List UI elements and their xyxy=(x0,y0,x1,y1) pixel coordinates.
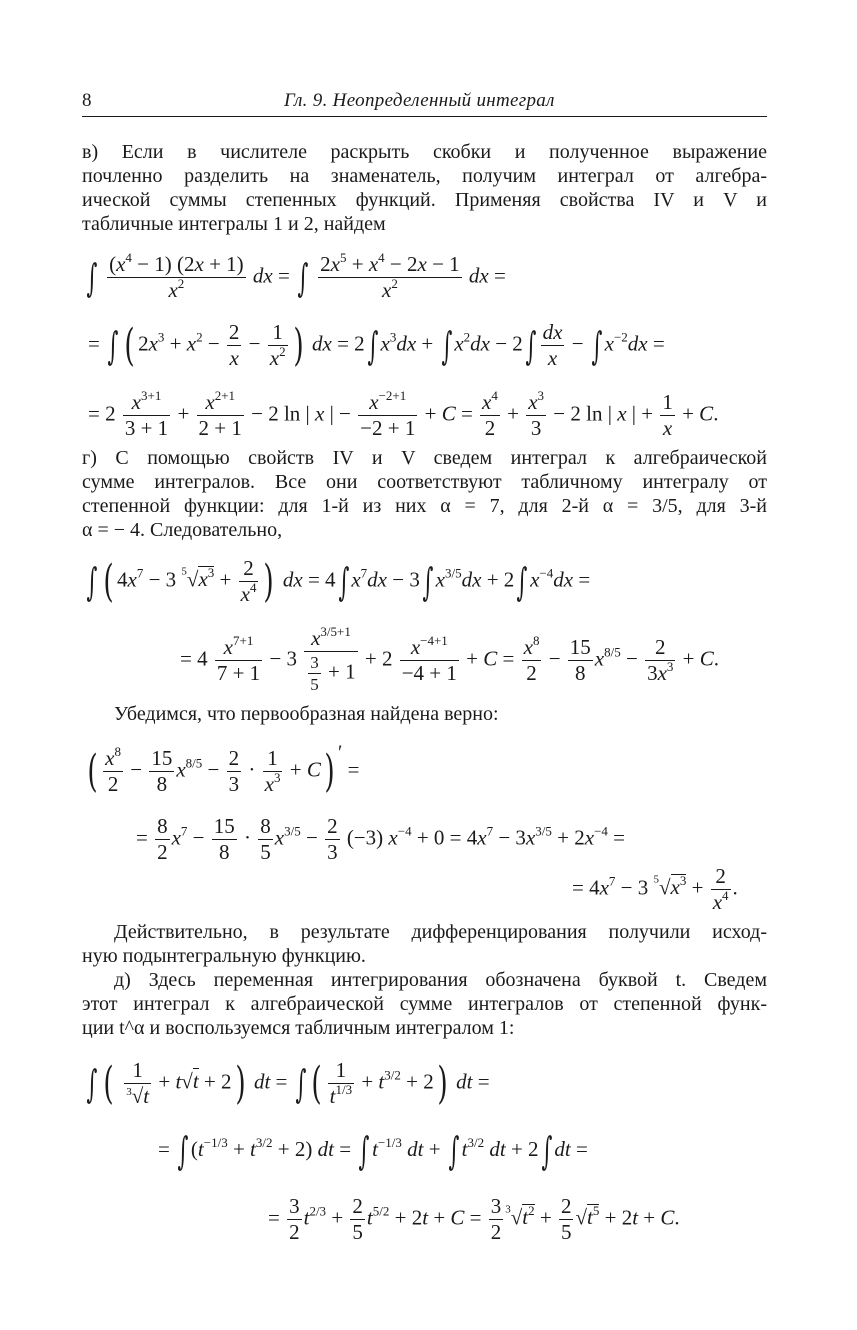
equation-6: ( $\frac{x^8}{2}$ − $\frac{15}{8}$ $x^{8/5}$ − $\frac{2}{3}$ · $\frac{1}{x^3}$ + C) ′ = xyxy=(87,741,360,797)
equation-1: ∫ $\frac{(x^4 - 1) (2x + 1)}{x^2}$ dx = ∫ $\frac{2x^5 + x^4 - 2x - 1}{x^2}$ dx = xyxy=(86,250,506,302)
equation-7: = $\frac{8}{2}$ $x^7$ − $\frac{15}{8}$ · $\frac{8}{5}$ $x^{3/5}$ − $\frac{2}{3}$ (−3) $x^{-4} + 0 = 4x^7 - 3x^{3/5} + 2x^{-4}$ = xyxy=(136,814,625,864)
paragraph-line: этот интеграл к алгебраической сумме интегралов от степенной функ- xyxy=(82,993,767,1015)
paragraph-v xyxy=(82,140,767,236)
running-header-title: Гл. 9. Неопределенный интеграл xyxy=(284,90,555,111)
header-rule xyxy=(82,116,767,117)
check-line xyxy=(82,702,767,726)
equation-2: = ∫ ( $2x^3 + x^2$ − $\frac{2}{x}$ − $\frac{1}{x^2}$ ) dx = 2∫ $x^3dx$ + ∫ $x^2dx - 2\int$ $\frac{dx}{x}$ − ∫ $x^{-2}dx$ = xyxy=(88,319,665,371)
equation-9: ∫ ( $\frac{1}{^3√t}$ + t√t + 2) dt = ∫ ( $\frac{1}{t^{1/3}}$ + $t^{3/2} + 2$) dt = xyxy=(86,1057,490,1109)
paragraph-line: ической суммы степенных функций. Применяя свойства IV и V и xyxy=(82,189,767,211)
paragraph-line: г) С помощью свойств IV и V сведем интеграл к алгебраической xyxy=(82,447,767,469)
paragraph-line: ную подынтегральную функцию. xyxy=(82,945,366,967)
paragraph-line: Убедимся, что первообразная найдена верно: xyxy=(114,703,499,725)
equation-3: = 2 $\frac{x^{3+1}}{3 + 1}$ + $\frac{x^{2+1}}{2 + 1}$ − 2 ln | x | − $\frac{x^{-2+1}}{-2 + 1}$ + C = $\frac{x^4}{2}$ + $\frac{x^3}{3}$ − 2 ln | x | + $\frac{1}{x}$ + C. xyxy=(88,388,719,440)
paragraph-line: в) Если в числителе раскрыть скобки и полученное выражение xyxy=(82,141,767,163)
paragraph-line: Действительно, в результате дифференцирования получили исход- xyxy=(114,921,767,943)
paragraph-line: табличные интегралы 1 и 2, найдем xyxy=(82,213,386,235)
paragraph-line: степенной функции: для 1-й из них α = 7, для 2-й α = 3/5, для 3-й xyxy=(82,495,767,517)
paragraph-d xyxy=(82,968,767,1040)
paragraph-line: ции t^α и воспользуемся табличным интегралом 1: xyxy=(82,1017,515,1039)
equation-4: ∫ ( $4x^7 - 3$ $^5√x^3$ + $\frac{2}{x^4}$ ) dx = 4∫ $x^7dx - 3\int$ $x^{3/5}dx + 2\int$ $x^{-4}dx$ = xyxy=(86,555,591,607)
equation-8: = $4x^7 - 3$ $^5√x^3$ + $\frac{2}{x^4}$ . xyxy=(572,864,738,914)
paragraph-line: почленно разделить на знаменатель, получим интеграл от алгебра- xyxy=(82,165,767,187)
equation-5: = 4 $\frac{x^{7+1}}{7 + 1}$ − 3 $x^{3/5+1}$ $\frac{3}{5}$ + 1 + 2 $\frac{x^{-4+1}}{-4 + 1}$ + C = $\frac{x^8}{2}$ − $\frac{15}{8}$ $x^{8/5}$ − $\frac{2}{3x^3}$ + C. xyxy=(180,624,720,694)
equation-11: = $\frac{3}{2}$ $t^{2/3}$ + $\frac{2}{5}$ $t^{5/2} + 2t + C$ = $\frac{3}{2}$ $^3√t^2$ + $\frac{2}{5}$ $√t^5 + 2t + C$. xyxy=(268,1194,680,1244)
paragraph-g xyxy=(82,446,767,542)
paragraph-line: α = − 4. Следовательно, xyxy=(82,519,283,541)
paragraph-line: д) Здесь переменная интегрирования обозначена буквой t. Сведем xyxy=(114,969,767,991)
paragraph-line: сумме интегралов. Все они соответствуют табличному интегралу от xyxy=(82,471,767,493)
equation-10: = ∫ $(t^{-1/3} + t^{3/2} + 2)$ dt = ∫ $t^{-1/3}$ dt + ∫ $t^{3/2}$ dt + 2∫ dt = xyxy=(158,1129,588,1173)
paragraph-after-check xyxy=(82,920,767,968)
page-number: 8 xyxy=(82,90,92,111)
